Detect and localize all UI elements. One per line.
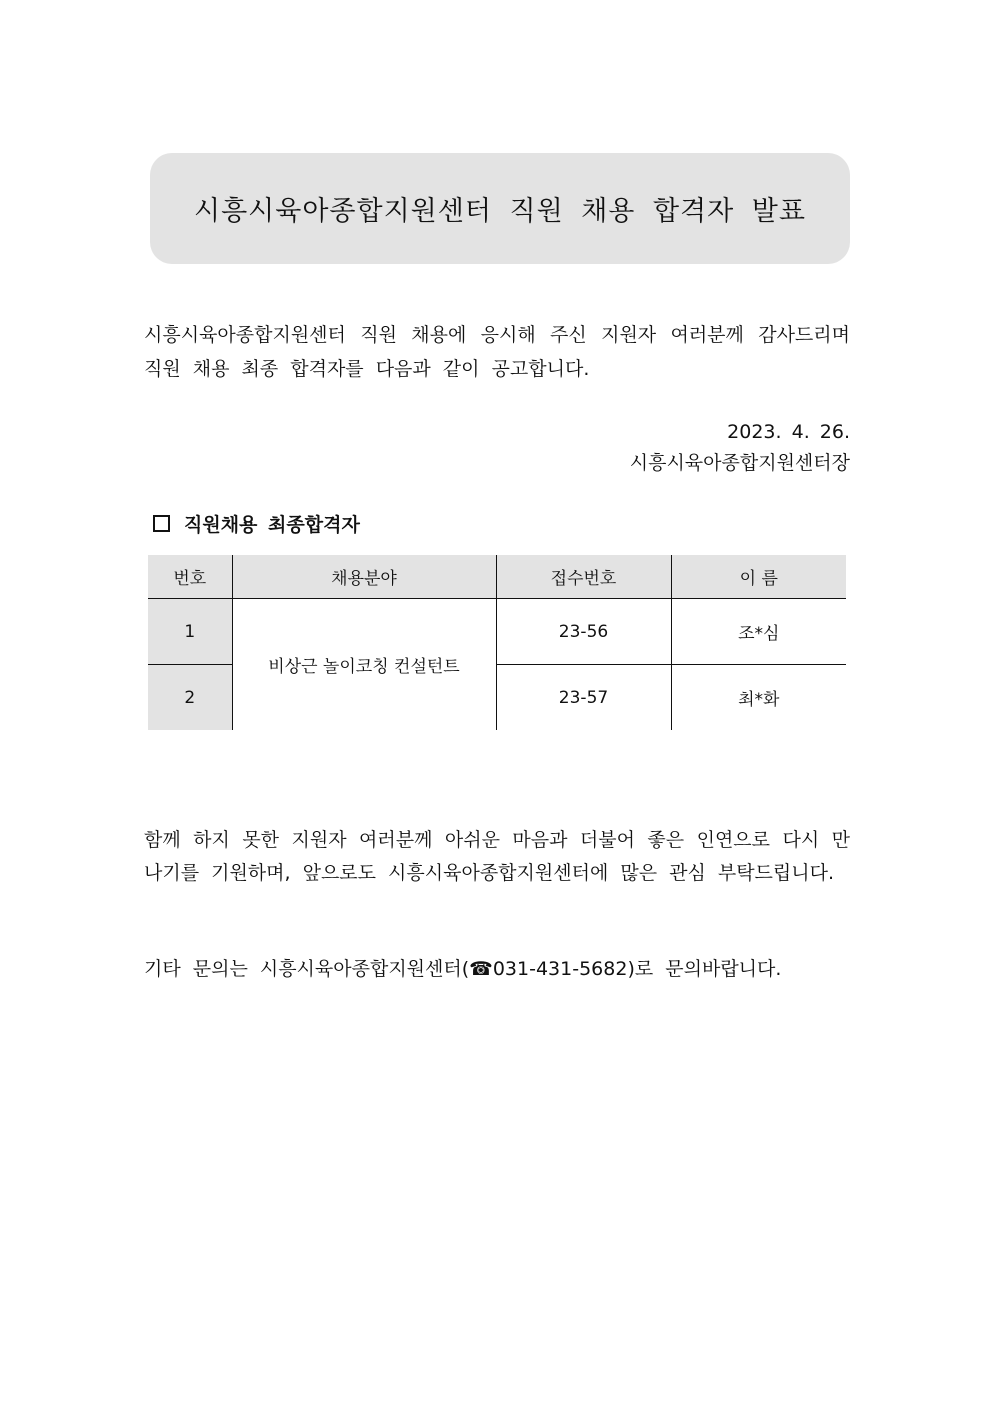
header-number: 번호: [148, 555, 232, 599]
recruitment-field: 비상근 놀이코칭 컨설턴트: [232, 599, 496, 731]
header-receipt: 접수번호: [496, 555, 671, 599]
checkbox-icon: [153, 515, 170, 532]
row-number: 2: [148, 665, 232, 731]
section-title: 직원채용 최종합격자: [184, 514, 360, 536]
row-number: 1: [148, 599, 232, 665]
header-name: 이 름: [671, 555, 846, 599]
closing-paragraph: 함께 하지 못한 지원자 여러분께 아쉬운 마음과 더불어 좋은 인연으로 다시 만나기를 기원하며, 앞으로도 시흥시육아종합지원센터에 많은 관심 부탁드립니다.: [144, 829, 850, 884]
phone-icon: ☎: [469, 958, 493, 980]
page-title: 시흥시육아종합지원센터 직원 채용 합격자 발표: [194, 196, 806, 227]
applicant-name: 최*화: [738, 690, 780, 710]
results-table: [148, 555, 846, 730]
contact-line: [144, 953, 781, 985]
announcement-date: 2023. 4. 26.: [727, 421, 850, 443]
title-banner: [150, 153, 850, 264]
phone-number: 031-431-5682: [492, 958, 628, 980]
header-field: 채용분야: [232, 555, 496, 599]
contact-suffix: )로 문의바랍니다.: [627, 958, 782, 980]
contact-prefix: 기타 문의는 시흥시육아종합지원센터(: [144, 958, 470, 980]
receipt-number: 23-57: [496, 665, 671, 731]
issuer-name: 시흥시육아종합지원센터장: [629, 452, 850, 474]
applicant-name: 조*심: [671, 599, 846, 665]
receipt-number: 23-56: [496, 599, 671, 665]
table-header-row: [148, 555, 846, 599]
section-heading: [153, 510, 360, 537]
intro-paragraph: 시흥시육아종합지원센터 직원 채용에 응시해 주신 지원자 여러분께 감사드리며 직원 채용 최종 합격자를 다음과 같이 공고합니다.: [144, 324, 850, 380]
table-row: [148, 599, 846, 665]
